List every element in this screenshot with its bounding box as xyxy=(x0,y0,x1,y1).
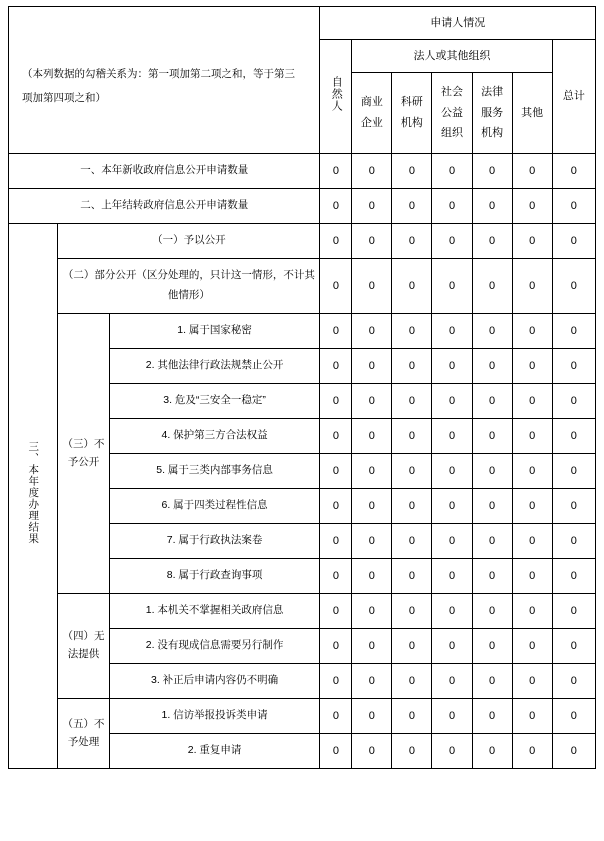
cell-value: 0 xyxy=(320,699,352,734)
item-label: 2. 其他法律行政法规禁止公开 xyxy=(109,349,320,384)
cell-value: 0 xyxy=(320,314,352,349)
cell-value: 0 xyxy=(552,664,595,699)
item-label: 6. 属于四类过程性信息 xyxy=(109,489,320,524)
cell-value: 0 xyxy=(432,524,472,559)
table-row xyxy=(9,699,596,734)
header-applicant-group: 申请人情况 xyxy=(320,7,596,40)
cell-value: 0 xyxy=(352,154,392,189)
cell-value: 0 xyxy=(472,384,512,419)
cell-value: 0 xyxy=(512,224,552,259)
header-col-commercial: 商业企业 xyxy=(352,73,392,154)
cell-value: 0 xyxy=(432,154,472,189)
cell-value: 0 xyxy=(320,259,352,314)
header-col-other: 其他 xyxy=(512,73,552,154)
cell-value: 0 xyxy=(432,259,472,314)
cell-value: 0 xyxy=(512,699,552,734)
cell-value: 0 xyxy=(432,224,472,259)
cell-value: 0 xyxy=(472,189,512,224)
government-information-disclosure-table xyxy=(8,6,596,769)
cell-value: 0 xyxy=(432,189,472,224)
group-label-unable-to-provide: （四）无法提供 xyxy=(58,594,109,699)
cell-value: 0 xyxy=(552,189,595,224)
group-label-disclosed: （一）予以公开 xyxy=(58,224,320,259)
row-label-carried-over: 二、上年结转政府信息公开申请数量 xyxy=(9,189,320,224)
cell-value: 0 xyxy=(352,314,392,349)
cell-value: 0 xyxy=(552,594,595,629)
cell-value: 0 xyxy=(432,734,472,769)
cell-value: 0 xyxy=(512,259,552,314)
cell-value: 0 xyxy=(512,154,552,189)
header-natural-person-label: 自然人 xyxy=(330,75,343,112)
cell-value: 0 xyxy=(512,189,552,224)
cell-value: 0 xyxy=(512,559,552,594)
row-label-new-applications: 一、本年新收政府信息公开申请数量 xyxy=(9,154,320,189)
cell-value: 0 xyxy=(352,384,392,419)
cell-value: 0 xyxy=(552,259,595,314)
cell-value: 0 xyxy=(432,314,472,349)
table-row xyxy=(9,224,596,259)
cell-value: 0 xyxy=(512,349,552,384)
cell-value: 0 xyxy=(320,189,352,224)
cell-value: 0 xyxy=(352,699,392,734)
cell-value: 0 xyxy=(392,154,432,189)
cell-value: 0 xyxy=(352,259,392,314)
cell-value: 0 xyxy=(472,314,512,349)
cell-value: 0 xyxy=(552,154,595,189)
table-row xyxy=(9,314,596,349)
cell-value: 0 xyxy=(392,734,432,769)
item-label: 1. 本机关不掌握相关政府信息 xyxy=(109,594,320,629)
cell-value: 0 xyxy=(512,524,552,559)
cell-value: 0 xyxy=(392,629,432,664)
cell-value: 0 xyxy=(392,314,432,349)
item-label: 3. 补正后申请内容仍不明确 xyxy=(109,664,320,699)
cell-value: 0 xyxy=(472,224,512,259)
cell-value: 0 xyxy=(392,454,432,489)
item-label: 7. 属于行政执法案卷 xyxy=(109,524,320,559)
item-label: 1. 信访举报投诉类申请 xyxy=(109,699,320,734)
note-text: （本列数据的勾稽关系为：第一项加第二项之和，等于第三项加第四项之和） xyxy=(22,68,295,105)
header-legal-group: 法人或其他组织 xyxy=(352,40,552,73)
cell-value: 0 xyxy=(552,524,595,559)
cell-value: 0 xyxy=(432,349,472,384)
cell-value: 0 xyxy=(392,524,432,559)
item-label: 4. 保护第三方合法权益 xyxy=(109,419,320,454)
cell-value: 0 xyxy=(392,699,432,734)
group-label-not-processed: （五）不予处理 xyxy=(58,699,109,769)
cell-value: 0 xyxy=(432,454,472,489)
cell-value: 0 xyxy=(472,489,512,524)
cell-value: 0 xyxy=(320,419,352,454)
cell-value: 0 xyxy=(512,454,552,489)
cell-value: 0 xyxy=(552,559,595,594)
item-label: 2. 没有现成信息需要另行制作 xyxy=(109,629,320,664)
table-header-row-1 xyxy=(9,7,596,40)
cell-value: 0 xyxy=(432,629,472,664)
cell-value: 0 xyxy=(512,384,552,419)
cell-value: 0 xyxy=(472,699,512,734)
cell-value: 0 xyxy=(432,384,472,419)
section-label-annual-results xyxy=(9,224,58,769)
cell-value: 0 xyxy=(552,314,595,349)
cell-value: 0 xyxy=(472,259,512,314)
cell-value: 0 xyxy=(352,664,392,699)
cell-value: 0 xyxy=(352,594,392,629)
cell-value: 0 xyxy=(472,419,512,454)
group-label-partly-disclosed: （二）部分公开（区分处理的，只计这一情形，不计其他情形） xyxy=(58,259,320,314)
cell-value: 0 xyxy=(552,419,595,454)
group-label-not-disclosed: （三）不予公开 xyxy=(58,314,109,594)
cell-value: 0 xyxy=(472,454,512,489)
cell-value: 0 xyxy=(432,594,472,629)
cell-value: 0 xyxy=(512,419,552,454)
cell-value: 0 xyxy=(320,349,352,384)
header-total: 总计 xyxy=(552,40,595,154)
cell-value: 0 xyxy=(320,154,352,189)
cell-value: 0 xyxy=(392,489,432,524)
cell-value: 0 xyxy=(552,349,595,384)
cell-value: 0 xyxy=(320,489,352,524)
cell-value: 0 xyxy=(392,559,432,594)
cell-value: 0 xyxy=(320,454,352,489)
cell-value: 0 xyxy=(472,664,512,699)
cell-value: 0 xyxy=(472,154,512,189)
cell-value: 0 xyxy=(392,224,432,259)
cell-value: 0 xyxy=(392,594,432,629)
cell-value: 0 xyxy=(512,734,552,769)
cell-value: 0 xyxy=(432,559,472,594)
cell-value: 0 xyxy=(320,734,352,769)
header-natural-person xyxy=(320,40,352,154)
cell-value: 0 xyxy=(472,524,512,559)
cell-value: 0 xyxy=(352,224,392,259)
cell-value: 0 xyxy=(392,664,432,699)
cell-value: 0 xyxy=(472,559,512,594)
item-label: 1. 属于国家秘密 xyxy=(109,314,320,349)
cell-value: 0 xyxy=(352,629,392,664)
cell-value: 0 xyxy=(352,189,392,224)
cell-value: 0 xyxy=(320,594,352,629)
cell-value: 0 xyxy=(432,699,472,734)
section-label-annual-results-text: 三、本年度办理结果 xyxy=(27,441,40,545)
cell-value: 0 xyxy=(552,699,595,734)
cell-value: 0 xyxy=(320,524,352,559)
cell-value: 0 xyxy=(512,664,552,699)
cell-value: 0 xyxy=(432,664,472,699)
cell-value: 0 xyxy=(392,259,432,314)
table-row xyxy=(9,594,596,629)
cell-value: 0 xyxy=(392,349,432,384)
cell-value: 0 xyxy=(352,524,392,559)
cell-value: 0 xyxy=(432,419,472,454)
cell-value: 0 xyxy=(320,664,352,699)
cell-value: 0 xyxy=(320,224,352,259)
cell-value: 0 xyxy=(472,594,512,629)
cell-value: 0 xyxy=(472,734,512,769)
cell-value: 0 xyxy=(352,454,392,489)
table-row xyxy=(9,189,596,224)
cell-value: 0 xyxy=(352,734,392,769)
item-label: 3. 危及“三安全一稳定” xyxy=(109,384,320,419)
cell-value: 0 xyxy=(552,629,595,664)
cell-value: 0 xyxy=(320,384,352,419)
cell-value: 0 xyxy=(392,189,432,224)
header-col-research: 科研机构 xyxy=(392,73,432,154)
cell-value: 0 xyxy=(552,384,595,419)
item-label: 2. 重复申请 xyxy=(109,734,320,769)
cell-value: 0 xyxy=(352,559,392,594)
cell-value: 0 xyxy=(320,559,352,594)
cell-value: 0 xyxy=(352,419,392,454)
cell-value: 0 xyxy=(512,489,552,524)
cell-value: 0 xyxy=(512,314,552,349)
cell-value: 0 xyxy=(552,489,595,524)
item-label: 8. 属于行政查询事项 xyxy=(109,559,320,594)
cell-value: 0 xyxy=(552,224,595,259)
cell-value: 0 xyxy=(320,629,352,664)
cell-value: 0 xyxy=(472,629,512,664)
cell-value: 0 xyxy=(392,384,432,419)
header-col-legal-service: 法律服务机构 xyxy=(472,73,512,154)
cell-value: 0 xyxy=(392,419,432,454)
cell-value: 0 xyxy=(352,489,392,524)
table-row xyxy=(9,259,596,314)
cell-value: 0 xyxy=(432,489,472,524)
cell-value: 0 xyxy=(512,629,552,664)
cell-value: 0 xyxy=(552,454,595,489)
cell-value: 0 xyxy=(472,349,512,384)
header-col-public-welfare: 社会公益组织 xyxy=(432,73,472,154)
cell-value: 0 xyxy=(352,349,392,384)
table-row xyxy=(9,154,596,189)
item-label: 5. 属于三类内部事务信息 xyxy=(109,454,320,489)
cell-value: 0 xyxy=(552,734,595,769)
cell-value: 0 xyxy=(512,594,552,629)
